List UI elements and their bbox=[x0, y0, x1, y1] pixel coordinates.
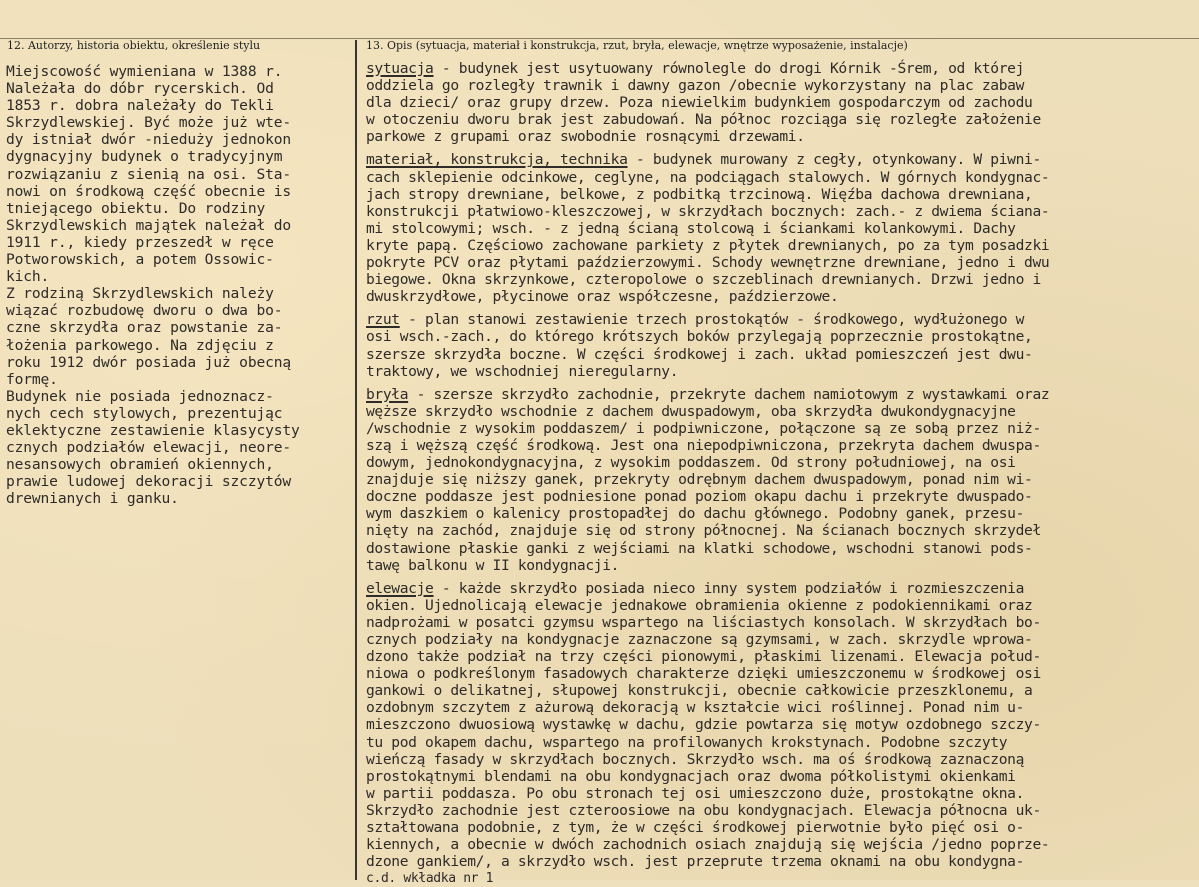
description-text-line bbox=[366, 311, 1196, 328]
history-text-line: wiązać rozbudowę dworu o dwa bo- bbox=[6, 302, 283, 320]
description-text-line: dzono także podział na trzy części pionowymi, płaskimi lizenami. Elewacja połud- bbox=[366, 648, 1041, 666]
description-text-line: mi stolcowymi; wsch. - z jedną ścianą stolcową i ściankami kolankowymi. Dachy bbox=[366, 219, 1016, 237]
description-text-line: kiennych, a obecnie w dwóch zachodnich osiach znajdują się wejścia /jedno poprze- bbox=[366, 836, 1050, 854]
description-text-line: niowa o podkreślonym fasadowych charakterze dzięki umieszczonemu w środkowej osi bbox=[366, 665, 1041, 683]
description-text-line: pokryte PCV oraz płytami paździerzowymi. Schody wewnętrzne drewniane, jedno i dwu bbox=[366, 254, 1050, 272]
description-text-line: dzone gankiem/, a skrzydło wsch. jest przeprute trzema oknami na obu kondygna- bbox=[366, 853, 1025, 871]
description-text-line: dostawione płaskie ganki z wejściami na klatki schodowe, wschodni stanowi pods- bbox=[366, 539, 1033, 557]
section-keyword: materiał, konstrukcja, technika bbox=[366, 151, 628, 169]
description-text-line: mieszczono dwuosiową wystawkę w dachu, gdzie powtarza się motyw ozdobnego szczy- bbox=[366, 716, 1041, 734]
description-text-line bbox=[366, 386, 1196, 403]
description-text-line bbox=[366, 580, 1196, 597]
section-keyword: elewacje bbox=[366, 579, 434, 597]
description-text-line: w partii poddasza. Po obu stronach tej osi umieszczono duże, prostokątne okna. bbox=[366, 784, 1025, 802]
section-keyword: sytuacja bbox=[366, 60, 434, 77]
description-text-line: tu pod okapem dachu, wspartego na profilowanych krokstynach. Podobne szczyty bbox=[366, 733, 1008, 751]
description-text-line: dwuskrzydłowe, płycinowe oraz współczesne, paździerzowe. bbox=[366, 288, 839, 306]
section-text: - szersze skrzydło zachodnie, przekryte dachem namiotowym z wystawkami oraz bbox=[408, 385, 1050, 403]
description-text-line: szersze skrzydła boczne. W części środkowej i zach. układ pomieszczeń jest dwu- bbox=[366, 345, 1033, 363]
description-text-line: /wschodnie z wysokim poddaszem/ i podpiwniczone, połączone są ze sobą przez niż- bbox=[366, 419, 1041, 437]
description-text-line: traktowy, we wschodniej nieregularny. bbox=[366, 362, 679, 380]
description-text-line: znajduje się niższy ganek, przekryty odrębnym dachem dwuspadowym, ponad nim wi- bbox=[366, 471, 1033, 489]
description-text-line: tawę balkonu w II kondygnacji. bbox=[366, 556, 620, 574]
description-text-line: kryte papą. Częściowo zachowane parkiety z płytek drewnianych, po za tym posadzki bbox=[366, 236, 1050, 254]
description-text-line: cach sklepienie odcinkowe, ceglyne, na podciągach stalowych. W górnych kondygnac- bbox=[366, 168, 1050, 186]
description-text-line: osi wsch.-zach., do którego krótszych boków przylegają poprzecznie prostokątne, bbox=[366, 328, 1033, 346]
description-text-line: parkowe z grupami oraz swobodnie rosnącymi drzewami. bbox=[366, 128, 805, 146]
description-text-line bbox=[366, 60, 1196, 77]
description-text-line: Skrzydło zachodnie jest czteroosiowe na obu kondygnacjach. Elewacja północna uk- bbox=[366, 801, 1041, 819]
description-text-line: jach stropy drewniane, belkowe, z podbitką trzcinową. Więźba dachowa drewniana, bbox=[366, 185, 1033, 203]
section-text: - budynek murowany z cegły, otynkowany. W piwni- bbox=[627, 151, 1041, 169]
history-text-line: nowi on środkową część obecnie is bbox=[6, 182, 291, 200]
history-text-line: cznych podziałów elewacji, neore- bbox=[6, 439, 291, 457]
history-text-line: dy istniał dwór -nieduży jednokon bbox=[6, 131, 291, 149]
history-text-line: Budynek nie posiada jednoznacz- bbox=[6, 387, 274, 405]
section-keyword: bryła bbox=[366, 385, 409, 403]
history-text-line: kich. bbox=[6, 268, 50, 286]
description-text-line: dla dzieci/ oraz grupy drzew. Poza niewielkim budynkiem gospodarczym od zachodu bbox=[366, 94, 1033, 112]
description-paragraph bbox=[366, 151, 1196, 305]
description-text-line: doczne poddasze jest podniesione ponad poziom okapu dachu i przekryte dwuspado- bbox=[366, 488, 1033, 506]
description-column bbox=[366, 60, 1196, 887]
description-text-line: w otoczeniu dworu brak jest zabudowań. Na północ rozciąga się rozległe założenie bbox=[366, 111, 1041, 129]
continuation-note: c.d. wkładka nr 1 bbox=[366, 871, 494, 887]
history-column bbox=[6, 63, 358, 507]
description-text-line: gankowi o delikatnej, słupowej konstrukcji, obecnie całkowicie przeszklonemu, a bbox=[366, 682, 1033, 700]
section-text: - plan stanowi zestawienie trzech prostokątów - środkowego, wydłużonego w bbox=[399, 311, 1025, 329]
history-text-line: Należała do dóbr rycerskich. Od bbox=[6, 80, 274, 98]
description-text-line: szą i węższą część środkową. Jest ona niepodpiwniczona, przekryta dachem dwuspa- bbox=[366, 436, 1041, 454]
description-paragraph bbox=[366, 580, 1196, 871]
description-text-line: ozdobnym szczytem z ażurową dekoracją w kształcie wici roślinnej. Ponad nim u- bbox=[366, 699, 1025, 717]
history-text-line: roku 1912 dwór posiada już obecną bbox=[6, 353, 291, 371]
history-text-line: Skrzydlewskiej. Być może już wte- bbox=[6, 114, 291, 132]
description-text-line: ształtowana podobnie, z tym, że w części środkowej pierwotnie było pięć osi o- bbox=[366, 819, 1025, 837]
description-paragraph bbox=[366, 60, 1196, 145]
history-text-line: czne skrzydła oraz powstanie za- bbox=[6, 319, 283, 337]
description-text-line: oddziela go rozległy trawnik i dawny gazon /obecnie wykorzystany na plac zabaw bbox=[366, 77, 1025, 95]
description-text-line: biegowe. Okna skrzynkowe, czteropolowe o szczeblinach drewnianych. Drzwi jedno i bbox=[366, 271, 1041, 289]
section-header-13: 13. Opis (sytuacja, materiał i konstrukcja, rzut, bryła, elewacje, wnętrze wyposażenie, instalacje) bbox=[366, 39, 908, 52]
description-text-line: okien. Ujednolicają elewacje jednakowe obramienia okienne z podokiennikami oraz bbox=[366, 596, 1033, 614]
history-text-line: Z rodziną Skrzydlewskich należy bbox=[6, 285, 274, 303]
history-text-line: dygnacyjny budynek o tradycyjnym bbox=[6, 148, 283, 166]
description-text-line: wieńczą fasady w skrzydłach bocznych. Skrzydło wsch. ma oś środkową zaznaczoną bbox=[366, 750, 1025, 768]
section-text: - każde skrzydło posiada nieco inny system podziałów i rozmieszczenia bbox=[433, 579, 1025, 597]
history-text-line: rozwiązaniu z sienią na osi. Sta- bbox=[6, 165, 291, 183]
history-text-line: 1853 r. dobra należały do Tekli bbox=[6, 97, 274, 115]
history-text-line: prawie ludowej dekoracji szczytów bbox=[6, 473, 291, 491]
section-text: - budynek jest usytuowany równolegle do drogi Kórnik -Śrem, od której bbox=[433, 60, 1025, 77]
description-text-line: cznych podziały na kondygnacje zaznaczone są gzymsami, w zach. skrzydle wprowa- bbox=[366, 631, 1033, 648]
description-text-line: nadprożami w posatci gzymsu wspartego na liściastych konsolach. W skrzydłach bo- bbox=[366, 613, 1041, 631]
history-text-line: eklektyczne zestawienie klasycysty bbox=[6, 421, 300, 439]
history-text-line: Potworowskich, a potem Ossowic- bbox=[6, 251, 274, 269]
history-text-line: Miejscowość wymieniana w 1388 r. bbox=[6, 63, 283, 80]
description-text-line: dowym, jednokondygnacyjna, z wysokim poddaszem. Od strony południowej, na osi bbox=[366, 454, 1016, 472]
section-header-12: 12. Autorzy, historia obiektu, określenie stylu bbox=[7, 39, 261, 52]
section-keyword: rzut bbox=[366, 311, 400, 329]
description-text-line: nięty na zachód, znajduje się od strony północnej. Na ścianach bocznych skrzydeł bbox=[366, 522, 1041, 540]
history-text-line: Skrzydlewskich majątek należał do bbox=[6, 216, 291, 234]
description-text-line bbox=[366, 151, 1196, 168]
description-text-line: konstrukcji płatwiowo-kleszczowej, w skrzydłach bocznych: zach.- z dwiema ściana- bbox=[366, 202, 1050, 220]
history-text-line: łożenia parkowego. Na zdjęciu z bbox=[6, 336, 274, 354]
history-text-line: drewnianych i ganku. bbox=[6, 490, 179, 508]
history-text-line: tniejącego obiektu. Do rodziny bbox=[6, 199, 266, 217]
description-paragraph bbox=[366, 386, 1196, 574]
description-text-line: wym daszkiem o kalenicy prostopadłej do dachu głównego. Podobny ganek, przesu- bbox=[366, 505, 1025, 523]
description-text-line: węższe skrzydło wschodnie z dachem dwuspadowym, oba skrzydła dwukondygnacyjne bbox=[366, 402, 1016, 420]
history-text-line: formę. bbox=[6, 370, 58, 388]
history-text-line: nych cech stylowych, prezentując bbox=[6, 404, 283, 422]
history-text-line: nesansowych obramień okiennych, bbox=[6, 456, 274, 474]
description-text-line: prostokątnymi blendami na obu kondygnacjach oraz dwoma półkolistymi okienkami bbox=[366, 767, 1016, 785]
description-paragraph bbox=[366, 311, 1196, 379]
history-text-line: 1911 r., kiedy przeszedł w ręce bbox=[6, 233, 274, 251]
